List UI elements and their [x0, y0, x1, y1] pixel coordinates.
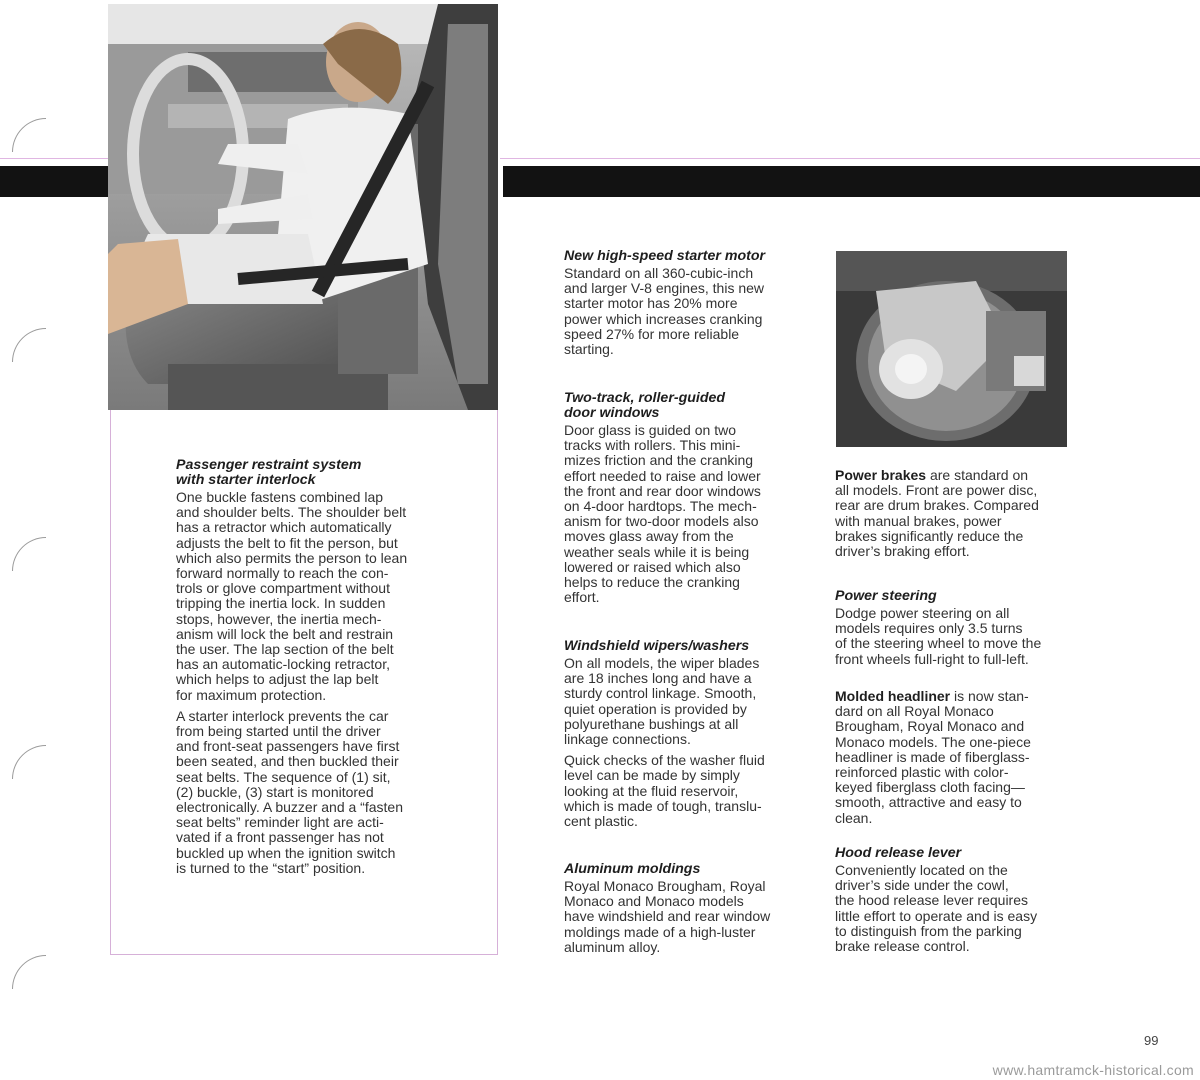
pink-rule-right — [500, 158, 1200, 159]
binder-hole — [12, 955, 46, 989]
starter-body: Standard on all 360-cubic-inch and larger V-8 engines, this new starter motor has 20% more power which increases cranking speed 27% for more reliable starting. — [564, 265, 765, 358]
restraint-paragraph: One buckle fastens combined lap and shoulder belts. The shoulder belt has a retractor which automatically adjusts the belt to fit the person, but which also permits the person to lean forward normally to reach the con- trols or glove compartment without tripping the inertia lock. In sudden stops, however, the inertia mech- anism will lock the belt and restrain the user. The lap section of the belt has an automatic-locking retractor, which helps to adjust the lap belt for maximum protection. — [176, 489, 408, 703]
starter-section — [564, 249, 814, 357]
starter-heading: New high-speed starter motor — [564, 248, 766, 264]
woman-driver-seat-belt-photo — [108, 4, 498, 410]
washer-body: Quick checks of the washer fluid level can be made by simply looking at the fluid reservoir, which is made of tough, translu- cent plastic. — [564, 752, 765, 830]
disc-brake-assembly-photo — [836, 251, 1067, 447]
windows-body: Door glass is guided on two tracks with rollers. This mini- mizes friction and the cranking effort needed to raise and lower the front and rear door windows on 4-door hardtops. The mech- anism for two-door models also moves glass away from the weather seals while it is being lowered or raised which also helps to reduce the cranking effort. — [564, 422, 761, 606]
binder-hole — [12, 537, 46, 571]
binder-hole — [12, 118, 46, 152]
binder-hole — [12, 745, 46, 779]
brakes-section — [835, 468, 1085, 559]
restraint-heading: Passenger restraint system with starter interlock — [176, 457, 362, 488]
steering-section — [835, 589, 1085, 667]
black-band-right — [503, 166, 1200, 197]
wipers-body: On all models, the wiper blades are 18 inches long and have a sturdy control linkage. Smooth, quiet operation is provided by polyurethane bushings at all linkage connections. — [564, 655, 760, 748]
windows-heading: Two-track, roller-guided door windows — [564, 390, 726, 421]
page-number: 99 — [1144, 1033, 1159, 1048]
headliner-section — [835, 689, 1085, 826]
windows-section — [564, 391, 814, 605]
headliner-lead: Molded headliner — [835, 688, 951, 704]
interlock-paragraph: A starter interlock prevents the car from being started until the driver and front-seat passengers have first been seated, and then buckled their seat belts. The sequence of (1) sit, (2) buckle, (3) start is monitored electronically. A buzzer and a “fasten seat belts” reminder light are acti- vated if a front passenger has not buckled up when the ignition switch is turned to the “start” position. — [176, 707, 403, 876]
moldings-section — [564, 862, 814, 955]
moldings-heading: Aluminum moldings — [564, 861, 701, 877]
wipers-heading: Windshield wipers/washers — [564, 638, 750, 654]
steering-heading: Power steering — [835, 588, 937, 604]
wipers-section — [564, 639, 814, 829]
restraint-section — [176, 458, 476, 876]
watermark: www.hamtramck-historical.com — [992, 1062, 1194, 1078]
brakes-lead: Power brakes — [835, 467, 927, 483]
moldings-body: Royal Monaco Brougham, Royal Monaco and Monaco models have windshield and rear window moldings made of a high-luster aluminum alloy. — [564, 878, 771, 955]
hood-section — [835, 846, 1085, 954]
hood-heading: Hood release lever — [835, 845, 962, 861]
black-band-left — [0, 166, 108, 197]
headliner-body: is now stan- dard on all Royal Monaco Brougham, Royal Monaco and Monaco models. The one-piece headliner is made of fiberglass- reinforced plastic with color- keyed fiberglass cloth facing— smooth, attractive and easy to clean. — [835, 688, 1031, 826]
hood-body: Conveniently located on the driver’s side under the cowl, the hood release lever requires little effort to operate and is easy to distinguish from the parking brake release control. — [835, 862, 1038, 955]
pink-rule-left — [0, 158, 108, 159]
steering-body: Dodge power steering on all models requires only 3.5 turns of the steering wheel to move the front wheels full-right to full-left. — [835, 605, 1042, 667]
brakes-body: are standard on all models. Front are power disc, rear are drum brakes. Compared with manual brakes, power brakes significantly reduce the driver’s braking effort. — [835, 467, 1039, 560]
binder-hole — [12, 328, 46, 362]
